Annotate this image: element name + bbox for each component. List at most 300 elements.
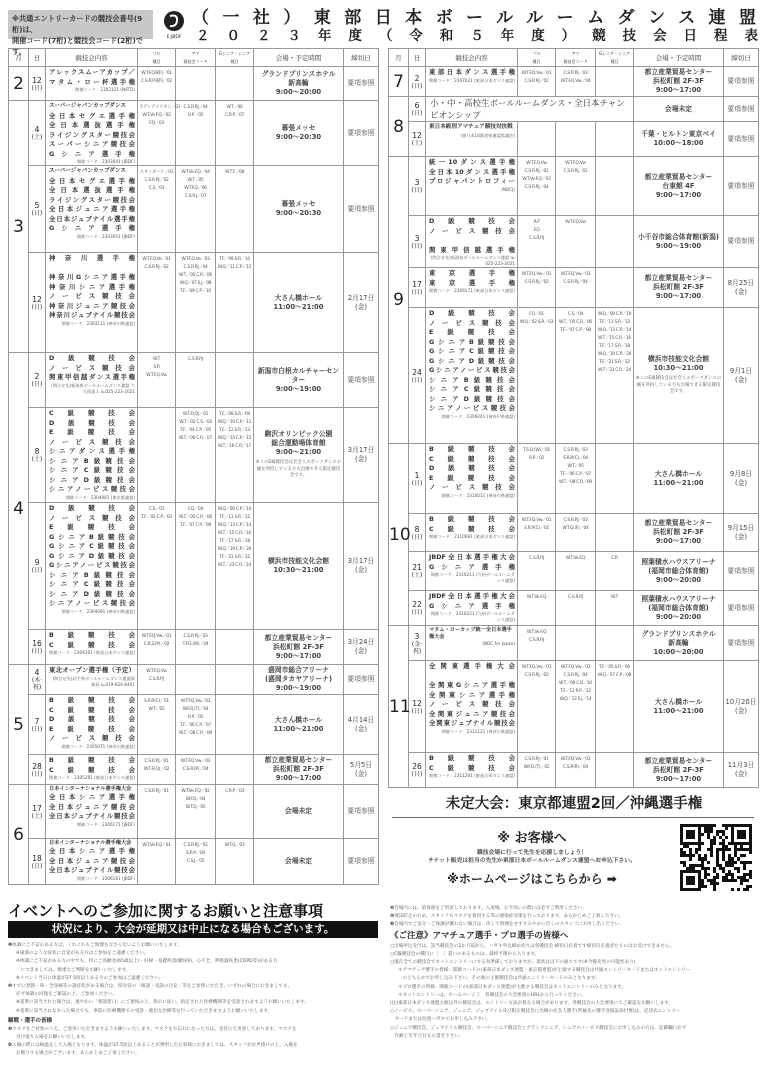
day-number: 18 — [32, 853, 42, 863]
day-of-week: (日) — [411, 376, 423, 384]
event-name: シニアD級競技会 — [49, 589, 135, 598]
codes-pro — [138, 785, 176, 839]
venue-cell — [254, 695, 344, 755]
codes-ama — [556, 591, 596, 626]
event-name: D級競技会 — [49, 418, 135, 427]
dance-code: W.T.F.Q.Vw／01 — [521, 518, 552, 523]
day-number: 3 — [414, 178, 420, 187]
note-line: 観戦・選手の皆様 — [8, 1017, 53, 1024]
event-code: 開催コード：2306171 (JBDF) — [76, 821, 135, 827]
codes-pro — [518, 216, 556, 268]
venue-line: 幕張メッセ — [281, 200, 316, 208]
deadline-dow: (金) — [734, 532, 748, 541]
day-number: 1 — [414, 470, 420, 480]
deadline-date: 要項参照 — [347, 675, 375, 683]
schedule-row — [389, 552, 759, 591]
schedule-row — [389, 753, 759, 788]
venue-line: グランドプリンスホテル — [261, 70, 336, 78]
note-line: ※風邪のような症状に自覚がある方はご参加をご遠慮ください。 — [16, 951, 149, 957]
dance-code: W.Q／11 C.P／12 — [217, 265, 252, 270]
dance-code: W.T.F.Q.Vw — [526, 161, 547, 166]
deadline-dow: (金) — [354, 724, 368, 733]
event-list — [46, 253, 138, 353]
venue-cell — [254, 755, 344, 785]
month-cell: 7 — [389, 67, 409, 97]
day-of-week: (木·祝) — [31, 677, 43, 691]
column-header-ama — [176, 49, 216, 67]
column-header-label: プロ — [532, 50, 541, 56]
event-code: 開催コード：2311121 (神奈川県連盟) — [441, 728, 515, 734]
page-subtitle: ２０２３年度（令和５年度）競技会日程表 — [196, 28, 758, 44]
venue-line: 浜松町館 2F-3F — [273, 765, 324, 773]
schedule-row — [9, 253, 379, 353]
dance-code: W.T.F.Q.Vw／03 — [560, 757, 591, 762]
qr-code[interactable] — [680, 824, 752, 891]
day-of-week: (日) — [411, 288, 423, 296]
venue-line: 都立産業貿易センター — [264, 633, 333, 642]
month-cell: 4 — [9, 353, 29, 665]
month-cell: 6 — [9, 785, 29, 885]
notes-title: イベントへのご参加に関するお願いと注意事項 — [8, 902, 324, 920]
deadline-cell — [724, 308, 759, 444]
venue-cell — [634, 626, 724, 661]
dance-code: W.T.F.(Q)／02 — [143, 767, 170, 772]
divider — [392, 817, 754, 818]
deadline-dow: (金) — [734, 375, 748, 384]
schedule-row — [9, 166, 379, 253]
codes-gs — [216, 166, 254, 253]
event-name: 東京選手権 — [429, 278, 515, 287]
month-cell: 11 — [389, 626, 409, 788]
dance-code: C.S.R.P.J／04 — [563, 280, 588, 285]
column-header-gsenior — [596, 49, 634, 67]
schedule-table-left — [8, 48, 379, 885]
venue-cell — [254, 665, 344, 695]
column-header-stack — [216, 50, 253, 66]
dance-code: W.T.Ve.F.Q／02 — [142, 113, 171, 118]
event-list — [426, 626, 518, 661]
day-cell — [409, 97, 426, 122]
day-of-week: (土) — [31, 812, 43, 820]
event-list — [46, 166, 138, 253]
day-of-week: (日) — [411, 771, 423, 778]
event-name: 関東甲信越選手権 — [429, 245, 515, 254]
column-header-kind: 種目 — [152, 58, 161, 64]
deadline-cell — [724, 122, 759, 157]
column-header-pro — [518, 49, 556, 67]
event-name: ノービス競技会 — [49, 363, 135, 372]
codes-pro — [138, 101, 181, 166]
codes-gs — [216, 839, 254, 885]
deadline-dow: (金) — [734, 770, 748, 778]
day-number: 7 — [34, 716, 40, 726]
event-name: 全日本シニア選手権 — [49, 847, 135, 855]
codes-gs — [596, 444, 634, 514]
dance-code: C.S.R.P.J／04 — [524, 185, 549, 190]
day-cell — [409, 591, 426, 626]
venue-cell — [634, 552, 724, 591]
note-line: 《ご注意》アマチュア選手・プロ選手の皆様へ — [390, 930, 569, 941]
codes-gs — [596, 591, 634, 626]
codes-pro — [138, 67, 176, 101]
event-name: 全日本セグエ選手権 — [49, 176, 135, 185]
event-code: (問合せ先)新潟県ボールルームダンス連盟 大久保嘉人 ℡025-223-2021 — [51, 382, 135, 394]
column-header-stack — [138, 50, 175, 66]
dance-code: F.Q／04 — [188, 507, 203, 512]
dance-code: W.Q／10 C.P／11 — [217, 420, 252, 425]
dance-code: R.P／05 — [187, 113, 204, 118]
event-code: (問合せ先)新潟県ボールルームダンス連盟 ℡025-223-2021 — [430, 255, 515, 266]
venue-line: 大さん橋ホール — [274, 715, 323, 724]
venue-line: 9:00〜20:00 — [655, 575, 702, 584]
dance-code: W.Q／19 C.P／20 — [217, 547, 252, 552]
dance-code: T.F／21 S.R／22 — [219, 555, 250, 560]
dance-code: F.Q — [533, 228, 540, 233]
schedule-row — [9, 408, 379, 503]
event-name: Gシニア選手権 — [49, 149, 135, 158]
codes-ama — [556, 626, 596, 661]
deadline-cell — [344, 785, 379, 839]
column-header-stack — [176, 50, 215, 66]
column-header-gsenior — [216, 49, 254, 67]
deadline-dow: (金) — [734, 706, 748, 715]
event-code: 開催コード：2303041 (JBDF) — [76, 159, 135, 164]
note-line: ❹入場の際には検温をして入場となります。体温が37.5度以上あることが判明したお客様におきましては、スタッフがお声掛けの上、入場を — [8, 1043, 298, 1049]
event-name: 神奈川選手権 — [49, 254, 135, 262]
event-name: GシニアB級競技会 — [429, 337, 515, 346]
event-name: シニアノービス競技会 — [49, 599, 135, 607]
dance-code: C.S.R.P.J — [149, 677, 164, 682]
dance-code: W.Q／02 S.R／03 — [519, 320, 554, 325]
day-cell — [409, 216, 426, 268]
event-name: C級競技会 — [49, 640, 135, 649]
event-name: 統一10ダンス選手権 — [429, 158, 515, 166]
codes-gs — [216, 503, 254, 630]
event-code: 開催コード：2310221 (九州ボールルームダンス連盟) — [430, 611, 515, 622]
venue-line: 9:00〜19:00 — [655, 241, 702, 250]
day-of-week: (土) — [31, 456, 43, 463]
dance-code: T.F／11 R.P／12 — [560, 689, 591, 694]
codes-pro — [138, 665, 176, 695]
deadline-date: 8月25日 — [727, 278, 755, 287]
day-cell — [409, 268, 426, 308]
codes-pro — [518, 308, 556, 444]
deadline-date: 要項参照 — [727, 104, 755, 113]
deadline-date: 10月20日 — [725, 697, 757, 706]
day-number: 3 — [414, 631, 420, 641]
event-name: D級競技会 — [49, 354, 135, 362]
column-header-kind: 種目 — [230, 58, 239, 64]
deadline-cell — [724, 67, 759, 97]
venue-line: 浜松町館 2F-3F — [653, 283, 704, 291]
codes-gs — [596, 552, 634, 591]
dance-code: W.T.F.(Q)／01 — [182, 412, 209, 417]
event-name: 全日本10ダンス選手権 — [429, 167, 515, 176]
dance-code: W.T／08 C.R／09 — [559, 480, 592, 485]
dance-code: W.T／23 C.R／24 — [598, 368, 631, 373]
column-header-label: プロ — [152, 50, 161, 56]
schedule-row — [389, 67, 759, 97]
deadline-date: 要項参照 — [347, 128, 375, 137]
codes-gs — [216, 665, 254, 695]
venue-line: 11:00〜21:00 — [653, 478, 704, 487]
venue-cell — [254, 630, 344, 665]
dance-code: R.P — [533, 220, 540, 225]
dance-code: W.T.Ve.F.Q — [526, 595, 547, 600]
event-name: 神奈川シニア選手権 — [49, 282, 135, 291]
event-list — [426, 661, 518, 753]
venue-cell — [254, 785, 344, 839]
day-of-week: (土) — [411, 572, 423, 579]
codes-ama — [176, 408, 216, 503]
event-name: 東部日本ダンス選手権 — [429, 68, 515, 76]
deadline-dow: (金) — [734, 478, 748, 487]
codes-ama — [556, 308, 596, 444]
event-name — [429, 672, 515, 682]
dance-code: T.F／12 S.R／13 — [219, 428, 250, 433]
event-name: シニアB級競技会 — [429, 375, 515, 384]
schedule-row — [9, 67, 379, 101]
venue-cell — [634, 661, 724, 753]
customer-heading: ※ お客様へ — [497, 831, 567, 846]
day-number: 26 — [412, 762, 422, 771]
event-name: ノービス競技会 — [49, 437, 135, 446]
codes-gs — [596, 514, 634, 552]
dance-code: C.S.R.P.J／03 — [563, 518, 588, 523]
deadline-cell — [724, 753, 759, 788]
event-code: 開催コード：2311261 (東部日本ダンス連盟) — [429, 773, 515, 778]
venue-line: 9:00〜17:00 — [655, 537, 702, 545]
event-name: C級競技会 — [429, 454, 515, 463]
day-number: 12 — [412, 698, 422, 708]
svg-text:E.JBDF: E.JBDF — [166, 35, 182, 40]
event-list — [426, 591, 518, 626]
dance-code: C.S.R.P.J — [188, 357, 203, 362]
event-name: D級競技会 — [429, 464, 515, 472]
event-name: Gシニア選手権 — [429, 562, 515, 571]
day-of-week: (日) — [31, 770, 43, 778]
dance-code: T.F／06 C.P／07 — [560, 472, 591, 477]
venue-cell — [634, 444, 724, 514]
deadline-date: 9月15日 — [727, 523, 755, 532]
dance-code: W.T.F.Q.Ve／01 — [142, 257, 171, 262]
dance-code: T.F／17 S.R／18 — [599, 344, 630, 349]
day-cell — [29, 755, 46, 785]
column-header-label: アマ — [191, 50, 200, 56]
event-list — [46, 785, 138, 839]
event-name: 全関東選手権大会 — [429, 662, 515, 670]
note-line: 必ず体調の回復をご確認の上、ご参加ください。 — [16, 992, 118, 998]
dance-code: C.S.R.P.J／01 — [524, 757, 549, 762]
codes-gs — [596, 268, 634, 308]
venue-line: 都立産業貿易センター — [644, 172, 713, 181]
column-header-pro — [138, 49, 176, 67]
dance-code: T.F／09 C.P／10 — [180, 289, 211, 294]
event-code: 開催コード：2305071 (神奈川県連盟) — [61, 743, 135, 749]
column-header-label: アマ — [571, 50, 580, 56]
venue-line: 盛岡市総合アリーナ — [268, 666, 329, 674]
codes-gs — [216, 630, 254, 665]
dance-code: S.R.P／04 — [186, 851, 205, 856]
event-list — [426, 753, 518, 788]
venue-line: 浜松町館 2F-3F — [653, 528, 704, 536]
dance-code: C.S.R.P.J／02 — [144, 265, 169, 270]
dance-code: W.Q／09 C.P／10 — [597, 312, 632, 317]
event-name: 全日本ジュニア競技会 — [49, 856, 135, 865]
dance-code: W.T／05 — [567, 464, 584, 469]
deadline-date: 要項参照 — [727, 77, 755, 85]
codes-pro — [518, 753, 556, 788]
venue-line: 横浜市技能文化会館 — [647, 355, 710, 364]
dance-code: W.T.F.Q.Vw／01 — [521, 272, 552, 277]
event-name: 全日本ジュブナイル競技会 — [49, 812, 135, 820]
event-name: シニアC級競技会 — [49, 580, 135, 588]
dance-code: F.Q／01 — [529, 312, 544, 317]
day-cell — [29, 408, 46, 503]
day-number: 16 — [32, 639, 42, 648]
venue-line: 9:00〜20:30 — [275, 133, 322, 141]
codes-gs — [216, 101, 254, 166]
codes-pro — [138, 630, 176, 665]
codes-gs — [216, 755, 254, 785]
event-list — [46, 630, 138, 665]
event-name: シニアB級競技会 — [49, 456, 135, 465]
deadline-dow: (金) — [734, 287, 748, 296]
event-name: E級競技会 — [49, 724, 135, 733]
event-name: B級競技会 — [49, 756, 135, 764]
dance-code: W.T.F.Q.Vw／01 — [141, 634, 172, 639]
venue-line: 台東館 4F — [662, 181, 695, 190]
dance-code: W.T.Ve.F.Q／02 — [181, 789, 210, 794]
venue-line: 9:00〜17:00 — [275, 651, 322, 660]
day-of-week: (金·祝) — [411, 640, 423, 655]
deadline-date: 要項参照 — [347, 375, 375, 384]
dance-code: W.T — [152, 357, 160, 362]
schedule-row — [9, 101, 379, 166]
venue-line: 11:00〜21:00 — [653, 706, 704, 715]
column-header-kind: 種目 — [610, 58, 619, 64]
day-of-week: (日) — [31, 210, 43, 217]
event-list — [426, 308, 518, 444]
event-name: E級競技会 — [49, 523, 135, 531]
codes-gs — [596, 753, 634, 788]
codes-ama — [176, 630, 216, 665]
event-name: B級競技会 — [429, 515, 515, 523]
day-cell — [409, 444, 426, 514]
deadline-cell — [344, 353, 379, 408]
event-name: シニアノービス競技会 — [429, 404, 515, 412]
event-name: マタム・ロー杯選手権 — [49, 77, 135, 86]
event-name: GシニアB級競技会 — [49, 532, 135, 541]
venue-cell — [254, 408, 344, 503]
column-header-kind: 競技会コード — [183, 58, 208, 64]
dance-code: W.Q／14 C.P／15 — [217, 436, 252, 441]
schedule-row — [9, 785, 379, 839]
codes-pro — [138, 408, 176, 503]
codes-pro — [138, 695, 176, 755]
dance-code: W.T.Ve.F.Q — [526, 630, 547, 635]
deadline-date: 9月8日 — [729, 469, 753, 478]
event-list — [46, 755, 138, 785]
dance-code: C.R.P／03 — [225, 789, 244, 794]
note-line: ※基準に該当された場合は、速やかに「相談窓口」にご連絡の上、指示に従い、指定された医療機関等を受診されますようお願いいたします。 — [16, 1000, 309, 1006]
event-name: ノービス競技会 — [49, 513, 135, 522]
event-list — [46, 67, 138, 101]
dance-code: W.Q／13 C.P／14 — [217, 523, 252, 528]
codes-pro — [138, 839, 176, 885]
event-name: 神奈川ジュニア競技会 — [49, 301, 135, 310]
codes-ama — [176, 353, 216, 408]
codes-ama — [556, 444, 596, 514]
homepage-link[interactable]: ※ホームページはこちらから ➡ — [447, 872, 617, 886]
dance-code: S.R.P.(C)／02 — [524, 526, 549, 531]
codes-ama — [176, 101, 216, 166]
dance-code: W.T.F.Q.Vw／03 — [560, 665, 591, 670]
dance-code: T.F／02 C.P／03 — [141, 515, 172, 520]
day-cell — [409, 626, 426, 661]
venue-cell — [634, 753, 724, 788]
dance-code: C.S.R.P兼科／02 — [141, 79, 172, 84]
codes-ama — [176, 665, 216, 695]
event-name: C級競技会 — [49, 705, 135, 714]
deadline-date: 3月24日 — [347, 638, 375, 646]
day-cell — [29, 503, 46, 630]
day-of-week: (日) — [411, 609, 423, 616]
event-code: 開催コード：2307021 (東部日本ダンス連盟) — [429, 77, 515, 83]
event-name: C級競技会 — [429, 763, 515, 772]
event-code: (東日本10都道県連盟協議会) — [460, 132, 515, 138]
note-line: のどちらかでお申し込み下さい。その他の主催競技会は共通エントリーカードのみとなります。 — [398, 976, 600, 982]
event-name: 全関東ジュニア競技会 — [429, 709, 515, 718]
column-header-ama — [556, 49, 596, 67]
event-code: 開催コード：2302121 (NATD) — [75, 87, 135, 92]
event-name: 全日本ジュブナイル競技会 — [49, 866, 135, 874]
note-line: ※体調にご不安がある方の中でも、特にご高齢者(65歳以上)・妊婦・基礎疾患(糖尿病、心不全、呼吸器疾患(COPD等)がある方 — [16, 959, 278, 965]
day-of-week: (日) — [31, 381, 43, 388]
dance-code: T.F／05 S.R／06 — [599, 665, 630, 670]
codes-ama — [556, 216, 596, 268]
event-name: GシニアC級競技会 — [429, 347, 515, 355]
event-name: ノービス競技会 — [429, 700, 515, 708]
event-code: 開催コード：2304081 (東京都連盟) — [65, 494, 135, 500]
day-cell — [29, 253, 46, 353]
schedule-table-right — [388, 48, 759, 788]
day-cell — [29, 101, 46, 166]
schedule-row — [389, 216, 759, 268]
codes-gs — [216, 695, 254, 755]
dance-code: W.T／05 C.R／06 — [179, 515, 212, 520]
event-name: 全関東Gシニア選手権 — [429, 681, 515, 689]
venue-line: 都立産業貿易センター — [264, 756, 333, 764]
dance-code: W.T／05 C.R／06 — [179, 273, 212, 278]
venue-line: 9:00〜17:00 — [655, 86, 702, 94]
venue-cell — [254, 101, 344, 166]
event-name: シニアD級競技会 — [429, 394, 515, 403]
event-name: C級競技会 — [49, 765, 135, 774]
month-cell: 3 — [9, 101, 29, 353]
codes-ama — [556, 268, 596, 308]
event-name: ノービス競技会 — [429, 226, 515, 235]
day-number: 6 — [414, 101, 420, 110]
deadline-cell — [724, 157, 759, 216]
venue-line: グランドプリンスホテル — [641, 629, 716, 638]
schedule-row — [9, 755, 379, 785]
day-number: 4 — [34, 668, 40, 677]
dance-code: C.R — [611, 556, 618, 561]
event-name: D級競技会 — [429, 309, 515, 317]
column-header-label: Gシニア・シニア — [218, 50, 251, 56]
dance-code: C.S.R.P.J — [568, 595, 583, 600]
